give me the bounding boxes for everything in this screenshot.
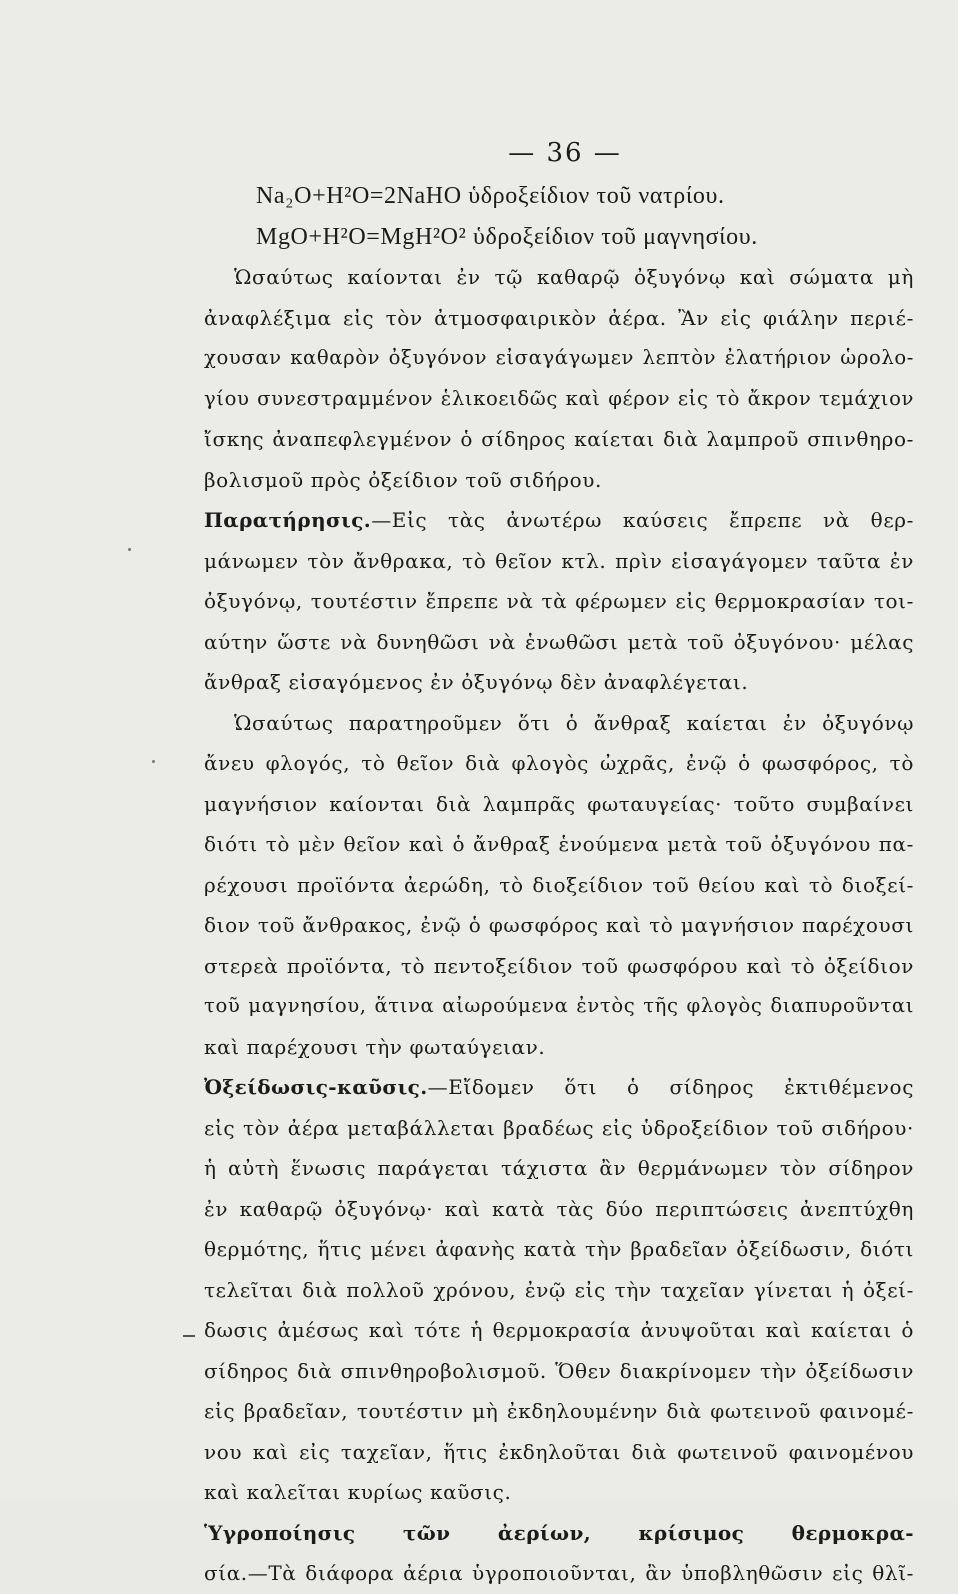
text-line: τοῦ μαγνησίου, ἅτινα αἰωρούμενα ἐντὸς τῆς φλογὸς διαπυροῦνται xyxy=(204,994,914,1017)
section-heading: Παρατήρησις. xyxy=(204,508,372,532)
chemical-equation: Na₂O+H²O=2NaHO ὑδροξείδιον τοῦ νατρίου. xyxy=(256,183,725,209)
text-line: σίδηρος διὰ σπινθηροβολισμοῦ. Ὅθεν διακρίνομεν τὴν ὀξείδωσιν xyxy=(204,1358,914,1383)
text-line: ἄνευ φλογός, τὸ θεῖον διὰ φλογὸς ὠχρᾶς, ἐνῷ ὁ φωσφόρος, τὸ xyxy=(204,751,914,775)
text-line: καὶ παρέχουσι τὴν φωταύγειαν. xyxy=(204,1034,546,1059)
text-line: καὶ καλεῖται κυρίως καῦσις. xyxy=(204,1480,512,1504)
text-line: ὀξυγόνῳ, τουτέστιν ἔπρεπε νὰ τὰ φέρωμεν εἰς θερμοκρασίαν τοι- xyxy=(204,589,914,613)
section-heading-line xyxy=(204,1513,914,1554)
text-line: διότι τὸ μὲν θεῖον καὶ ὁ ἄνθραξ ἑνούμενα μετὰ τοῦ ὀξυγόνου πα- xyxy=(204,832,914,856)
section-heading-line: Ὀξείδωσις-καῦσις.—Εἴδομεν ὅτι ὁ σίδηρος ἐκτιθέμενος xyxy=(204,1075,914,1099)
text-line: δωσις ἀμέσως καὶ τότε ἡ θερμοκρασία ἀνυψοῦται καὶ καίεται ὁ xyxy=(204,1318,914,1342)
margin-mark xyxy=(183,1335,195,1337)
text-line: Ὡσαύτως παρατηροῦμεν ὅτι ὁ ἄνθραξ καίεται ἐν ὀξυγόνῳ xyxy=(234,710,914,735)
text-line: Ὡσαύτως καίονται ἐν τῷ καθαρῷ ὀξυγόνῳ καὶ σώματα μὴ xyxy=(234,265,914,289)
text-line: τελεῖται διὰ πολλοῦ χρόνου, ἐνῷ εἰς τὴν ταχεῖαν γίνεται ἡ ὀξεί- xyxy=(204,1277,914,1302)
text-line: ἐν καθαρῷ ὀξυγόνῳ· καὶ κατὰ τὰς δύο περιπτώσεις ἀνεπτύχθη xyxy=(204,1196,914,1221)
text-line: αύτην ὥστε νὰ δυνηθῶσι νὰ ἑνωθῶσι μετὰ τοῦ ὀξυγόνου· μέλας xyxy=(204,629,914,654)
text-line: γίου συνεστραμμένον ἑλικοειδῶς καὶ φέρον εἰς τὸ ἄκρον τεμάχιον xyxy=(204,386,914,410)
text-line: εἰς τὸν ἀέρα μεταβάλλεται βραδέως εἰς ὑδροξείδιον τοῦ σιδήρου· xyxy=(204,1115,914,1140)
text-line: ἀναφλέξιμα εἰς τὸν ἀτμοσφαιρικὸν ἀέρα. Ἂν εἰς φιάλην περιέ- xyxy=(204,305,914,330)
text-line: σία.—Τὰ διάφορα ἀέρια ὑγροποιοῦνται, ἂν ὑποβληθῶσιν εἰς θλῖ- xyxy=(204,1561,914,1585)
text-line: θερμότης, ἥτις μένει ἀφανὴς κατὰ τὴν βραδεῖαν ὀξείδωσιν, διότι xyxy=(204,1237,914,1261)
text-line: εἰς βραδεῖαν, τουτέστιν μὴ ἐκδηλουμένην διὰ φωτεινοῦ φαινομέ- xyxy=(204,1399,914,1423)
chemical-equation: MgO+H²O=MgH²O² ὑδροξείδιον τοῦ μαγνησίου. xyxy=(256,223,758,250)
print-speck xyxy=(152,760,155,763)
text-line: ἡ αὐτὴ ἕνωσις παράγεται τάχιστα ἂν θερμάνωμεν τὸν σίδηρον xyxy=(204,1156,914,1180)
text-line: ρέχουσι προϊόντα ἀερώδη, τὸ διοξείδιον τοῦ θείου καὶ τὸ διοξεί- xyxy=(204,872,914,897)
text-line: μαγνήσιον καίονται διὰ λαμπρᾶς φωταυγείας· τοῦτο συμβαίνει xyxy=(204,791,914,816)
text-line: χουσαν καθαρὸν ὀξυγόνον εἰσαγάγωμεν λεπτὸν ἐλατήριον ὡρολο- xyxy=(204,346,914,369)
section-heading: Ὀξείδωσις-καῦσις. xyxy=(204,1075,428,1099)
text-line: νου καὶ εἰς ταχεῖαν, ἥτις ἐκδηλοῦται διὰ φωτεινοῦ φαινομένου xyxy=(204,1439,914,1464)
text-line: βολισμοῦ πρὸς ὀξείδιον τοῦ σιδήρου. xyxy=(204,467,602,492)
section-heading: Ὑγροποίησις τῶν ἀερίων, κρίσιμος θερμοκρα- xyxy=(204,1520,914,1545)
text-line: διον τοῦ ἄνθρακος, ἐνῷ ὁ φωσφόρος καὶ τὸ μαγνήσιον παρέχουσι xyxy=(204,913,914,937)
text-line: ἄνθραξ εἰσαγόμενος ἐν ὀξυγόνῳ δὲν ἀναφλέγεται. xyxy=(204,670,749,694)
print-speck xyxy=(128,548,131,551)
text-line: στερεὰ προϊόντα, τὸ πεντοξείδιον τοῦ φωσφόρου καὶ τὸ ὀξείδιον xyxy=(204,953,914,978)
text-line: μάνωμεν τὸν ἄνθρακα, τὸ θεῖον κτλ. πρὶν εἰσαγάγομεν ταῦτα ἐν xyxy=(204,548,914,573)
section-heading-line: Παρατήρησις.—Εἰς τὰς ἀνωτέρω καύσεις ἔπρεπε νὰ θερ- xyxy=(204,508,914,532)
text-line: ἴσκης ἀναπεφλεγμένον ὁ σίδηρος καίεται διὰ λαμπροῦ σπινθηρο- xyxy=(204,427,914,451)
body-text xyxy=(204,176,914,1594)
page-number: — 36 — xyxy=(508,138,622,168)
